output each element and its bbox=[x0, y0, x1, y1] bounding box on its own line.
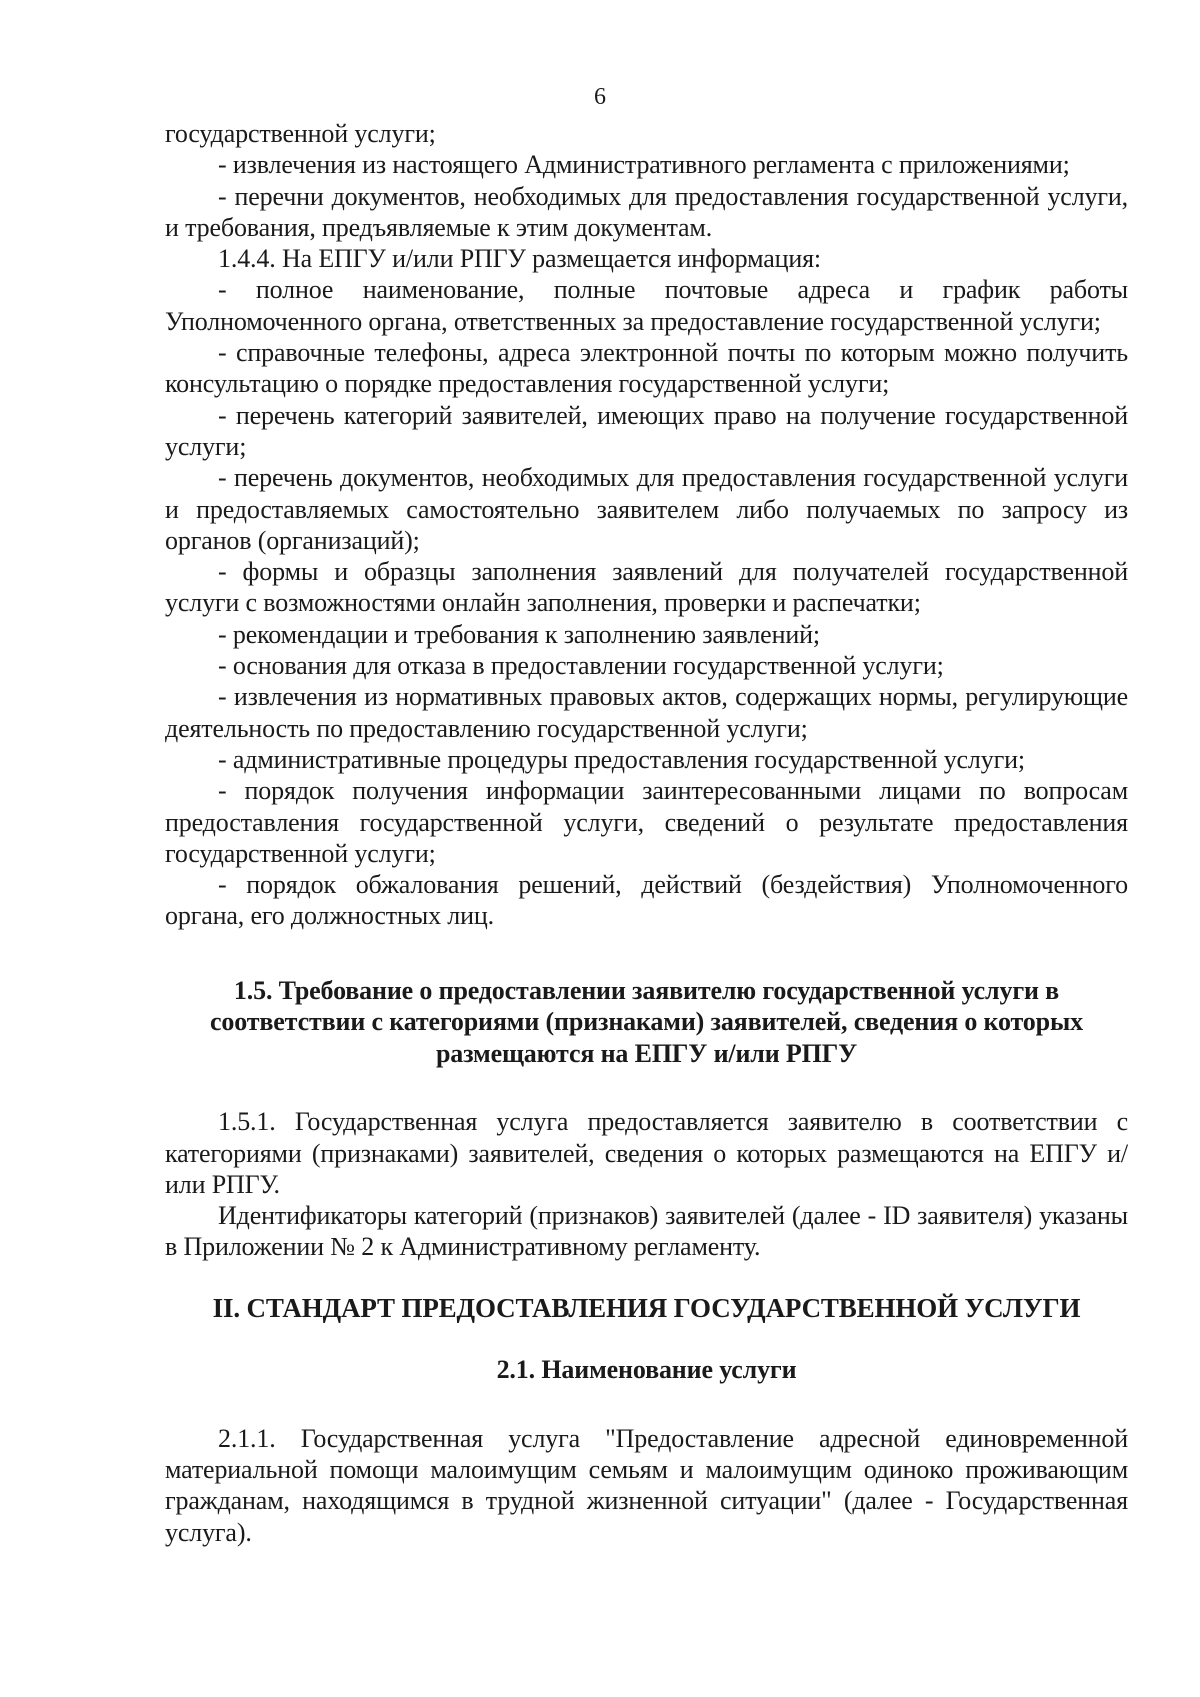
paragraphs-1-4 bbox=[165, 118, 1128, 932]
paragraph: - основания для отказа в предоставлении государственной услуги; bbox=[218, 651, 944, 681]
paragraphs-1-5 bbox=[165, 1106, 1128, 1262]
paragraph: государственной услуги; bbox=[165, 119, 436, 148]
paragraph: - перечень категорий заявителей, имеющих право на получение государственной услуги; bbox=[165, 400, 1128, 461]
paragraph: 1.4.4. На ЕПГУ и/или РПГУ размещается информация: bbox=[218, 244, 822, 274]
paragraph: - формы и образцы заполнения заявлений для получателей государственной услуги с возможностями онлайн заполнения, проверки и распечатки; bbox=[165, 557, 1128, 618]
document-body bbox=[165, 118, 1128, 1548]
heading-1-5: 1.5. Требование о предоставлении заявителю государственной услуги в соответствии с категориями (признаками) заявителей, сведения о которых размещаются на ЕПГУ и/или РПГУ bbox=[210, 975, 1083, 1068]
paragraph: - перечни документов, необходимых для предоставления государственной услуги, и требования, предъявляемые к этим документам. bbox=[165, 181, 1128, 242]
paragraph: - порядок получения информации заинтересованными лицами по вопросам предоставления государственной услуги, сведений о результате предоставления государственной услуги; bbox=[165, 776, 1128, 868]
paragraph: - порядок обжалования решений, действий (бездействия) Уполномоченного органа, его должностных лиц. bbox=[165, 870, 1128, 931]
paragraph: 2.1.1. Государственная услуга "Предоставление адресной единовременной материальной помощи малоимущим семьям и малоимущим одиноко проживающим гражданам, находящимся в трудной жизненной ситуации" (далее - Государственная услуга). bbox=[165, 1423, 1128, 1547]
paragraph: - извлечения из нормативных правовых актов, содержащих нормы, регулирующие деятельность по предоставлению государственной услуги; bbox=[165, 682, 1128, 743]
paragraph: 1.5.1. Государственная услуга предоставляется заявителю в соответствии с категориями (признаками) заявителей, сведения о которых размещаются на ЕПГУ и/или РПГУ. bbox=[165, 1107, 1128, 1199]
paragraphs-2-1 bbox=[165, 1423, 1128, 1548]
paragraph: - административные процедуры предоставления государственной услуги; bbox=[218, 744, 1025, 774]
paragraph: - перечень документов, необходимых для предоставления государственной услуги и предоставляемых самостоятельно заявителем либо получаемых по запросу из органов (организаций); bbox=[165, 463, 1128, 555]
paragraph: - справочные телефоны, адреса электронной почты по которым можно получить консультацию о порядке предоставления государственной услуги; bbox=[165, 338, 1128, 399]
paragraph: - рекомендации и требования к заполнению заявлений; bbox=[218, 619, 820, 649]
paragraph: - извлечения из настоящего Административного регламента с приложениями; bbox=[218, 150, 1070, 180]
heading-2-1: 2.1. Наименование услуги bbox=[496, 1355, 797, 1385]
paragraph: Идентификаторы категорий (признаков) заявителей (далее - ID заявителя) указаны в Приложении № 2 к Административному регламенту. bbox=[165, 1201, 1128, 1262]
heading-section-2: II. СТАНДАРТ ПРЕДОСТАВЛЕНИЯ ГОСУДАРСТВЕННОЙ УСЛУГИ bbox=[212, 1292, 1081, 1323]
paragraph: - полное наименование, полные почтовые адреса и график работы Уполномоченного органа, ответственных за предоставление государственной услуги; bbox=[165, 275, 1128, 336]
page-number: 6 bbox=[594, 84, 606, 110]
